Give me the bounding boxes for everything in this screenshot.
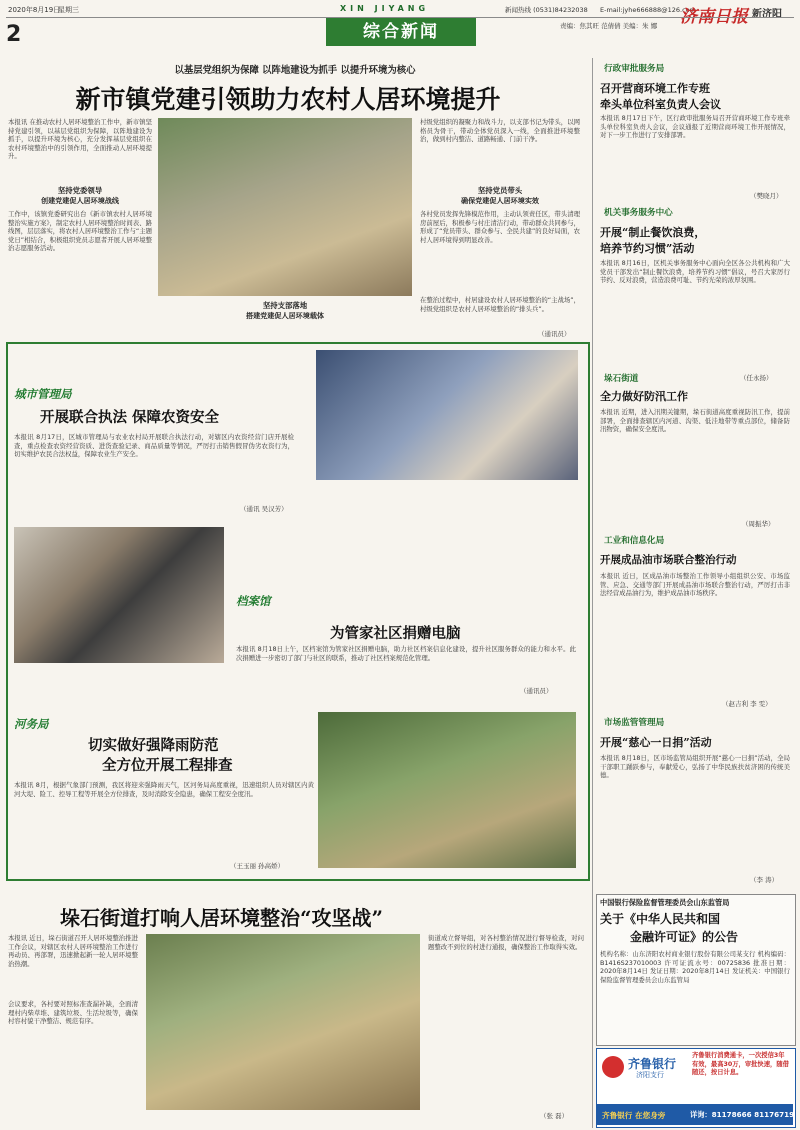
- notice-text: 机构名称：山东济阳农村商业银行股份有限公司某支行 机构编码：B1416S237010003 许可证流水号：00725836 批准日期：2020年8月14日 发证日期：2020年8月14日 发证机关：中国银行保险监督管理委员会山东监管局: [600, 950, 790, 984]
- organ-byline: （任永扬）: [740, 374, 773, 382]
- bank-ad-text: 齐鲁银行消费通卡，一次授信3年有效，最高30万，审批快速，随借随还，按日计息。: [692, 1052, 789, 1076]
- lead-caption: 坚持支部落地: [262, 301, 308, 310]
- notice-org: 中国银行保险监督管理委员会山东监管局: [600, 898, 730, 907]
- lead-col2: 村级党组织的凝聚力和战斗力，以支部书记为带头，以网格员为骨干，带动全体党员深入一线，全面推进环境整治，做到村内整洁、道路畅通、门前干净。: [420, 118, 580, 143]
- archive-photo: [14, 527, 224, 663]
- paper-sub: 新济阳: [752, 9, 782, 20]
- notice-title2: 金融许可证》的公告: [630, 930, 739, 944]
- lead-title: 新市镇党建引领助力农村人居环境提升: [75, 85, 501, 114]
- city-title: 开展联合执法 保障农资安全: [40, 409, 220, 426]
- lead-intro: 本报讯 在推动农村人居环境整治工作中，新市镇坚持党建引领，以基层党组织为保障，以阵地建设为抓手，以提升环境为核心，充分发挥基层党组织在农村环境整治中的引领作用，全面推动人居环境提升。: [8, 118, 152, 160]
- issue-weekday: 星期三: [58, 6, 79, 14]
- bottom-title: 垛石街道打响人居环境整治“攻坚战”: [60, 906, 384, 930]
- duoshi-text: 本报讯 近期，进入汛期关键期，垛石街道高度重视防汛工作，提前部署，全面排查辖区内河道、沟渠、低洼地带等重点部位，储备防汛物资，确保安全度汛。: [600, 408, 790, 433]
- page-number: 2: [6, 22, 22, 47]
- paper-name: 济南日报: [680, 7, 748, 27]
- organ-tag: 机关事务服务中心: [604, 208, 673, 218]
- market-byline: （李 涛）: [750, 876, 779, 884]
- bottom-text1: 本报讯 近日，垛石街道召开人居环境整治推进工作会议，对辖区农村人居环境整治工作进行再动员、再部署，迅速掀起新一轮人居环境整治热潮。: [8, 934, 138, 968]
- river-title: 切实做好强降雨防范: [88, 737, 219, 754]
- section-en: XIN JIYANG: [340, 4, 430, 13]
- duoshi-tag: 垛石街道: [604, 374, 639, 384]
- duoshi-byline: （周振华）: [742, 520, 775, 528]
- organ-title: 开展“制止餐饮浪费，: [600, 226, 706, 239]
- issue-date: 2020年8月19日: [8, 6, 61, 14]
- industry-title: 开展成品油市场联合整治行动: [600, 554, 737, 566]
- bank-branch: 济阳支行: [636, 1071, 664, 1079]
- email: E-mail:jyhe666888@126.com: [600, 6, 697, 14]
- archive-title: 为管家社区捐赠电脑: [330, 625, 461, 642]
- admin-byline: （樊晓月）: [750, 192, 783, 200]
- lead-sub2: 坚持党员带头: [477, 186, 523, 195]
- market-text: 本报讯 8月18日，区市场监管局组织开展“慈心一日捐”活动，全局干部职工踊跃参与，奉献爱心，弘扬了中华民族扶贫济困的传统美德。: [600, 754, 790, 779]
- lead-col3: 各村党员发挥先锋模范作用，主动认领责任区，带头清理房前屋后，积极参与村庄清洁行动，带动群众共同参与，形成了“党员带头、群众参与、全民共建”的良好局面，农村人居环境得到明显改善。: [420, 210, 580, 244]
- admin-text: 本报讯 8月17日下午，区行政审批服务局召开营商环境工作专班牵头单位科室负责人会议，会议通报了近期营商环境工作开展情况，对下一步工作进行了安排部署。: [600, 114, 790, 139]
- river-tag: 河务局: [14, 717, 49, 731]
- city-photo: [316, 350, 578, 480]
- archive-byline: （通讯员）: [520, 687, 553, 695]
- archive-tag: 档案馆: [236, 594, 271, 608]
- lead-sub1: 坚持党委领导: [57, 186, 103, 195]
- industry-tag: 工业和信息化局: [604, 536, 665, 546]
- lead-sub1b: 创建党建促人居环境战线: [40, 196, 120, 205]
- bank-logo-icon: [602, 1056, 624, 1078]
- section-title-box: [326, 18, 476, 46]
- lead-sub2b: 确保党建促人居环境实效: [460, 196, 540, 205]
- city-tag: 城市管理局: [14, 387, 72, 401]
- city-byline: （通讯 吴汉芳）: [240, 505, 288, 513]
- bottom-photo: [146, 934, 420, 1110]
- lead-kicker: 以基层党组织为保障 以阵地建设为抓手 以提升环境为核心: [174, 65, 416, 76]
- admin-title2: 牵头单位科室负责人会议: [600, 98, 721, 111]
- bank-name: 齐鲁银行: [628, 1057, 677, 1071]
- notice-title: 关于《中华人民共和国: [600, 912, 721, 926]
- organ-title2: 培养节约习惯”活动: [600, 242, 695, 255]
- bank-slogan: 齐鲁银行 在您身旁: [602, 1111, 666, 1120]
- admin-tag: 行政审批服务局: [604, 64, 665, 74]
- river-byline: （王玉丽 孙高娇）: [230, 862, 285, 870]
- industry-text: 本报讯 近日，区成品油市场整治工作领导小组组织公安、市场监管、应急、交通等部门开展成品油市场联合整治行动，严厉打击非法经营成品油行为，维护成品油市场秩序。: [600, 572, 790, 597]
- market-title: 开展“慈心一日捐”活动: [600, 736, 712, 749]
- river-photo: [318, 712, 576, 868]
- admin-title: 召开营商环境工作专班: [600, 82, 710, 95]
- lead-bottom-col: 在整治过程中，村居建设农村人居环境整治的“主战场”，村级党组织是农村人居环境整治的“排头兵”。: [420, 296, 580, 313]
- city-text: 本报讯 8月17日，区城市管理局与农业农村局开展联合执法行动，对辖区内农资经营门店开展检查，重点检查农资经营资质、进货查验记录、商品质量等情况，严厉打击销售假冒伪劣农资行为，切实维护农民合法权益，保障农业生产安全。: [14, 433, 294, 458]
- bank-phone: 详询：81178666 81176719: [690, 1110, 795, 1119]
- page-header: [0, 0, 800, 52]
- industry-byline: （赵吉利 李 雯）: [722, 700, 772, 708]
- market-tag: 市场监管管理局: [604, 718, 665, 728]
- organ-text: 本报讯 8月16日，区机关事务服务中心面向全区各公共机构和广大党员干部发出“制止餐饮浪费，培养节约习惯”倡议，号召大家厉行节约、反对浪费，营造浪费可耻、节约光荣的浓厚氛围。: [600, 259, 790, 284]
- lead-photo: [158, 118, 412, 296]
- lead-caption2: 搭建党建促人居环境载体: [245, 311, 325, 320]
- river-text: 本报讯 8月，根据气象部门预测，我区将迎来强降雨天气，区河务局高度重视，迅速组织人员对辖区内黄河大堤、险工、控导工程等开展全方位排查，及时消除安全隐患，确保工程安全度汛。: [14, 781, 314, 798]
- editors: 责编：焦其旺 范倩倩 美编：朱 娜: [560, 22, 658, 30]
- bottom-byline: （张 磊）: [540, 1112, 569, 1120]
- bottom-text3: 街道成立督导组，对各村整治情况进行督导检查，对问题整改不到位的村进行通报，确保整治工作取得实效。: [428, 934, 584, 951]
- lead-byline: （通讯员）: [538, 330, 571, 338]
- section-title: 综合新闻: [363, 22, 439, 42]
- hotline: 新闻热线 (0531)84232038: [505, 6, 588, 14]
- bottom-text2: 会议要求，各村要对照标准查漏补缺，全面清理村内柴草堆、建筑垃圾、生活垃圾等，确保村容村貌干净整洁、规范有序。: [8, 1000, 138, 1025]
- archive-text: 本报讯 8月18日上午，区档案馆为管家社区捐赠电脑，助力社区档案信息化建设，提升社区服务群众的能力和水平。此次捐赠进一步密切了部门与社区的联系，推动了社区档案规范化管理。: [236, 645, 576, 662]
- river-title2: 全方位开展工程排查: [102, 757, 233, 774]
- duoshi-title: 全力做好防汛工作: [600, 390, 688, 403]
- lead-col1b: 工作中，该镇党委研究出台《新市镇农村人居环境整治实施方案》，制定农村人居环境整治时间表、路线图，层层落实，将农村人居环境整治工作与“主题党日”相结合，积极组织党员志愿者开展人居环境整治志愿服务活动。: [8, 210, 152, 252]
